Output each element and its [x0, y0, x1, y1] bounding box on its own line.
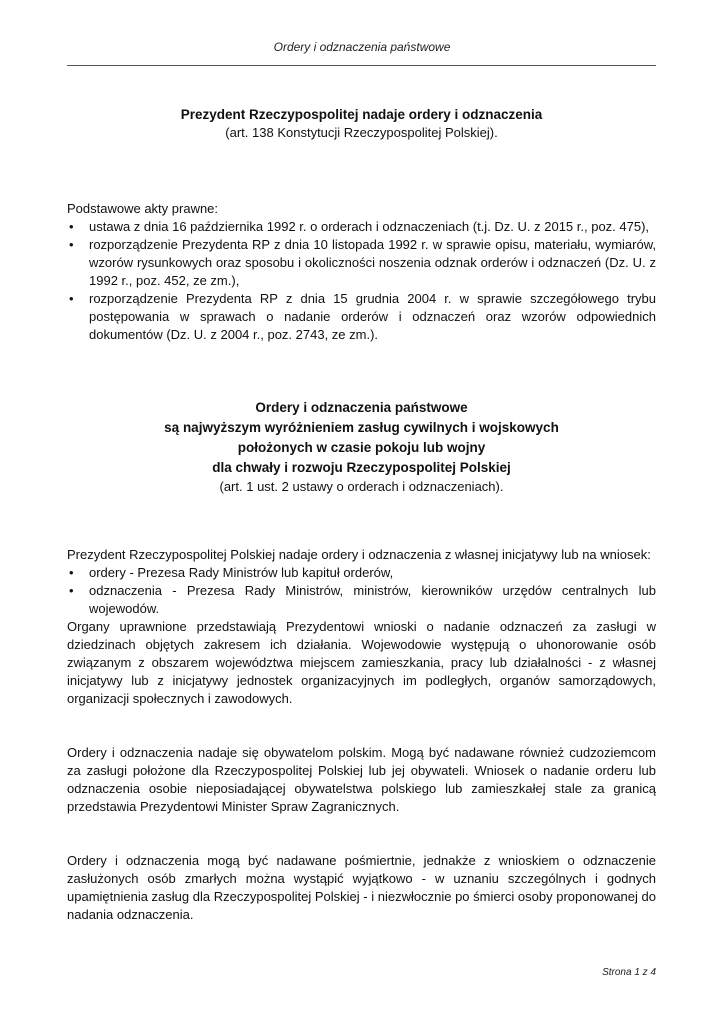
legal-heading: Podstawowe akty prawne: — [67, 201, 219, 216]
running-header: Ordery i odznaczenia państwowe — [273, 40, 451, 54]
list-item: • rozporządzenie Prezydenta RP z dnia 10 listopada 1992 r. w sprawie opisu, materiału, wymiarów, wzorów rysunkowych oraz sposobu i okoliczności noszenia odznak orderów i odznaczeń (Dz. U. z 1992 r., poz. 452, ze zm.), — [67, 236, 656, 290]
list-item: • odznaczenia - Prezesa Rady Ministrów, ministrów, kierowników urzędów centralnych lub wojewodów. — [67, 582, 656, 618]
section2-line: Ordery i odznaczenia państwowe — [255, 400, 468, 415]
section2-line: dla chwały i rozwoju Rzeczypospolitej Polskiej — [212, 460, 511, 475]
section2-line: położonych w czasie pokoju lub wojny — [237, 440, 486, 455]
header-divider — [67, 65, 656, 66]
section2-line: są najwyższym wyróżnieniem zasług cywilnych i wojskowych — [164, 420, 559, 435]
para1-body: Organy uprawnione przedstawiają Prezydentowi wnioski o nadanie odznaczeń za zasługi w dziedzinach objętych zakresem ich działania. Wojewodowie występują o uhonorowanie osób związanym z obszarem województwa miejscem zamieszkania, pracy lub działalności - z własnej inicjatywy lub z inicjatywy jednostek organizacyjnych im podległych, organów samorządowych, organizacji społecznych i zawodowych. — [67, 619, 656, 706]
document-body — [67, 106, 656, 924]
list-item: • rozporządzenie Prezydenta RP z dnia 15 grudnia 2004 r. w sprawie szczegółowego trybu postępowania w sprawach o nadanie orderów i odznaczeń oraz wzorów odpowiednich dokumentów (Dz. U. z 2004 r., poz. 2743, ze zm.). — [67, 290, 656, 344]
list-item: • ordery - Prezesa Rady Ministrów lub kapituł orderów, — [67, 564, 656, 582]
para1-list — [67, 564, 656, 618]
section2-heading — [67, 398, 656, 496]
legal-list — [67, 218, 656, 344]
section2-subtitle: (art. 1 ust. 2 ustawy o orderach i odznaczeniach). — [219, 479, 504, 494]
para1-intro: Prezydent Rzeczypospolitej Polskiej nadaje ordery i odznaczenia z własnej inicjatywy lub na wniosek: — [67, 547, 651, 562]
page-number: Strona 1 z 4 — [602, 967, 656, 978]
list-item: • ustawa z dnia 16 października 1992 r. o orderach i odznaczeniach (t.j. Dz. U. z 2015 r., poz. 475), — [67, 218, 656, 236]
para3: Ordery i odznaczenia mogą być nadawane pośmiertnie, jednakże z wnioskiem o odznaczenie zasłużonych osób zmarłych można wystąpić wyjątkowo - w uznaniu szczególnych i godnych upamiętnienia zasług dla Rzeczypospolitej Polskiej - i niezwłocznie po śmierci osoby proponowanej do nadania odznaczenia. — [67, 853, 656, 922]
para2: Ordery i odznaczenia nadaje się obywatelom polskim. Mogą być nadawane również cudzoziemcom za zasługi położone dla Rzeczypospolitej Polskiej lub jej obywateli. Wniosek o nadanie orderu lub odznaczenia osobie nieposiadającej obywatelstwa polskiego lub zamieszkałej stale za granicą przedstawia Prezydentowi Minister Spraw Zagranicznych. — [67, 745, 656, 814]
section1-subtitle: (art. 138 Konstytucji Rzeczypospolitej Polskiej). — [225, 125, 498, 140]
section1-title: Prezydent Rzeczypospolitej nadaje ordery i odznaczenia — [180, 107, 543, 122]
